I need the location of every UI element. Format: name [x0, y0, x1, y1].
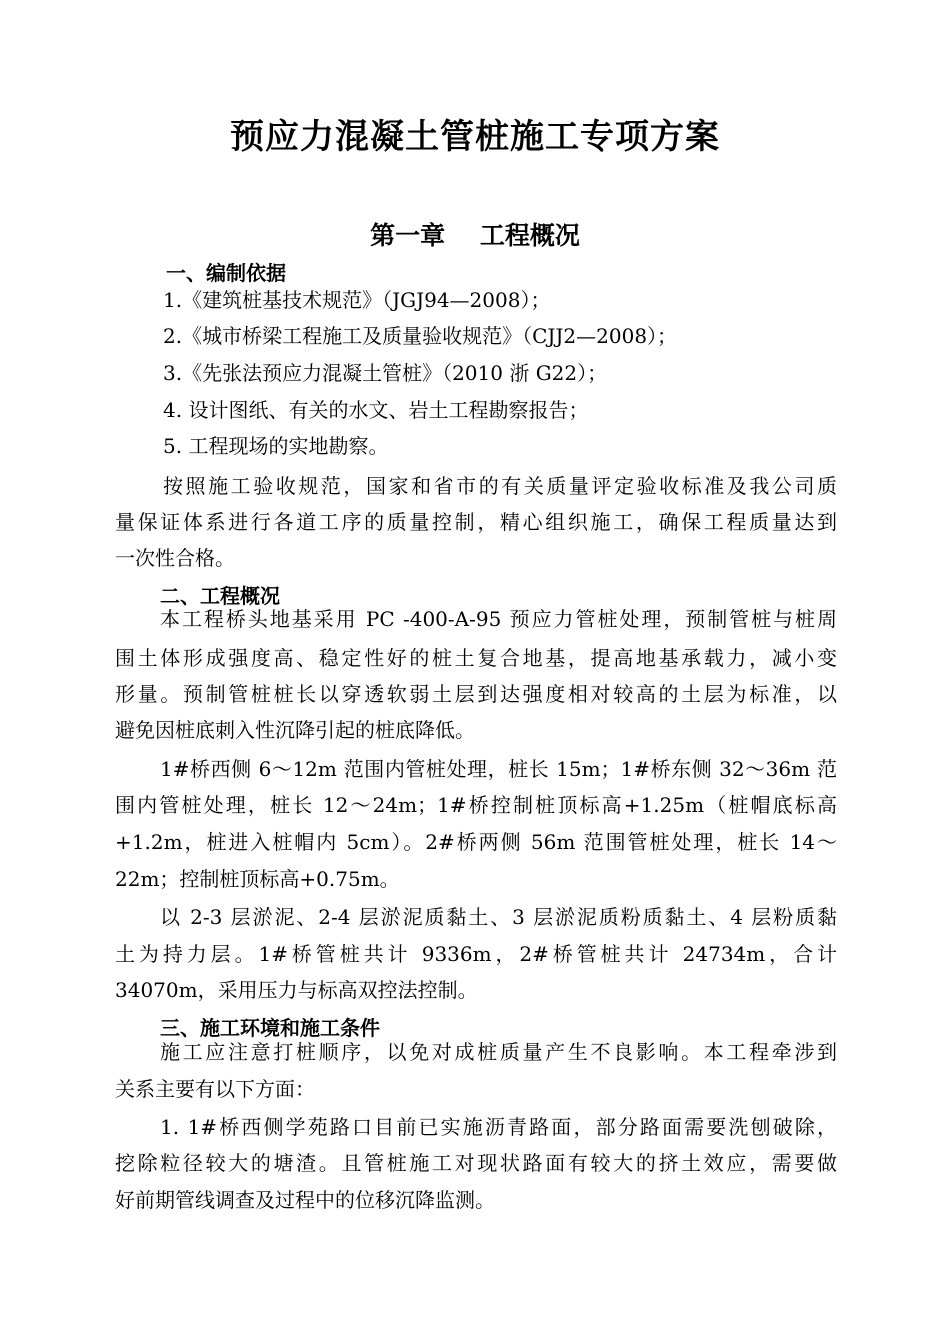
basis-item-2: 2.《城市桥梁工程施工及质量验收规范》（CJJ2—2008）； — [163, 324, 678, 348]
overview-paragraph-line: 避免因桩底刺入性沉降引起的桩底降低。 — [115, 718, 475, 742]
section-heading-basis: 一、编制依据 — [166, 261, 286, 285]
overview-paragraph-line: 22m；控制桩顶标高+0.75m。 — [115, 867, 400, 891]
environment-paragraph-line: 关系主要有以下方面： — [115, 1077, 315, 1101]
overview-paragraph-line: +1.2m，桩进入桩帽内 5cm）。2#桥两侧 56m 范围管桩处理，桩长 14～ — [115, 830, 837, 854]
environment-paragraph-line: 挖除粒径较大的塘渣。且管桩施工对现状路面有较大的挤土效应，需要做 — [115, 1151, 837, 1175]
overview-paragraph-line: 以 2-3 层淤泥、2-4 层淤泥质黏土、3 层淤泥质粉质黏土、4 层粉质黏 — [160, 905, 837, 929]
overview-paragraph-line: 土为持力层。1#桥管桩共计 9336m，2#桥管桩共计 24734m，合计 — [115, 942, 837, 966]
overview-paragraph-line: 34070m，采用压力与标高双控法控制。 — [115, 978, 478, 1002]
basis-paragraph-line: 按照施工验收规范，国家和省市的有关质量评定验收标准及我公司质 — [163, 474, 837, 498]
basis-item-1: 1.《建筑桩基技术规范》（JGJ94—2008）； — [163, 288, 551, 312]
overview-paragraph-line: 围内管桩处理，桩长 12～24m；1#桥控制桩顶标高+1.25m（桩帽底标高 — [115, 793, 837, 817]
section-heading-overview: 二、工程概况 — [160, 584, 280, 608]
chapter-heading: 第一章 工程概况 — [370, 221, 580, 250]
overview-paragraph-line: 围土体形成强度高、稳定性好的桩土复合地基，提高地基承载力，减小变 — [115, 646, 837, 670]
environment-paragraph-line: 1. 1#桥西侧学苑路口目前已实施沥青路面，部分路面需要洗刨破除， — [160, 1115, 837, 1139]
section-heading-environment: 三、施工环境和施工条件 — [160, 1016, 380, 1040]
overview-paragraph-line: 本工程桥头地基采用 PC -400-A-95 预应力管桩处理，预制管桩与桩周 — [160, 607, 837, 631]
document-title: 预应力混凝土管桩施工专项方案 — [230, 117, 720, 157]
basis-paragraph-line: 量保证体系进行各道工序的质量控制，精心组织施工，确保工程质量达到 — [115, 510, 837, 534]
overview-paragraph-line: 1#桥西侧 6～12m 范围内管桩处理，桩长 15m；1#桥东侧 32～36m 范 — [160, 757, 837, 781]
overview-paragraph-line: 形量。预制管桩桩长以穿透软弱土层到达强度相对较高的土层为标准，以 — [115, 682, 837, 706]
environment-paragraph-line: 好前期管线调查及过程中的位移沉降监测。 — [115, 1188, 495, 1212]
environment-paragraph-line: 施工应注意打桩顺序，以免对成桩质量产生不良影响。本工程牵涉到 — [160, 1040, 837, 1064]
basis-item-3: 3.《先张法预应力混凝土管桩》（2010 浙 G22）； — [163, 361, 608, 385]
basis-item-4: 4. 设计图纸、有关的水文、岩土工程勘察报告； — [163, 398, 589, 422]
basis-paragraph-line: 一次性合格。 — [115, 546, 235, 570]
basis-item-5: 5. 工程现场的实地勘察。 — [163, 434, 389, 458]
